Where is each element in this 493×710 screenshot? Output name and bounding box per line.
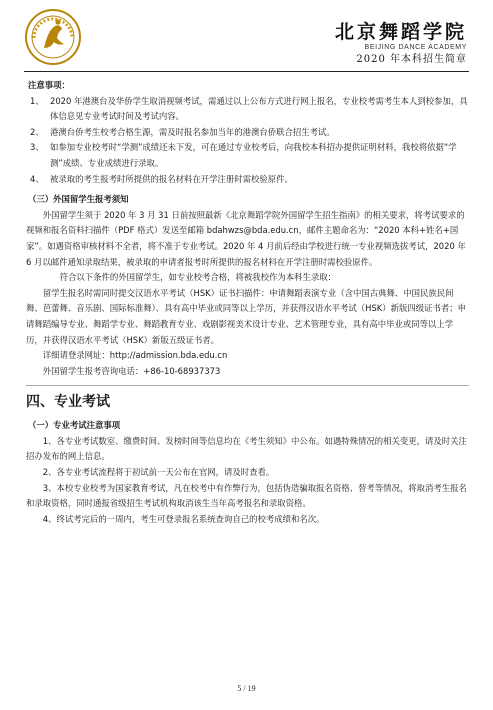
notice-item [26,172,469,188]
brochure-title: 2020 年本科招生简章 [356,54,467,65]
notice-item [26,140,469,171]
header-divider [24,71,469,72]
admission-website-link[interactable]: 详细请登录网址：http://admission.bda.edu.cn [42,350,228,361]
exam-note-paragraph: 4、终试考完后的一周内，考生可登录报名系统查询自己的校考成绩和名次。 [42,513,325,524]
notice-item-text: 被录取的考生报考时所提供的报名材料在开学注册时需校验原件。 [50,173,293,184]
notice-item-number: 1、 [30,95,44,106]
section-divider [26,385,469,386]
notice-item-text: 港澳台侨考生校考合格生源，需及时报名参加当年的港澳台侨联合招生考试。 [50,126,335,137]
notice-item-text: 2020 年港澳台及华侨学生取消视频考试，需通过以上公布方式进行网上报名，专业校考需考生本人到校参加，具体信息见专业考试时间及考试内容。 [50,95,468,122]
foreign-paragraph: 符合以下条件的外国留学生，如专业校考合格，将被我校作为本科生录取： [59,272,336,283]
notice-item-number: 3、 [30,142,44,153]
foreign-students-heading: （三）外国留学生报考须知 [28,194,129,205]
page-body [26,78,469,527]
brand-block [335,22,467,66]
exam-note-paragraph: 1、各专业考试数室、缴费时间、发榜时间等信息均在《考生须知》中公布。如遇特殊情况的相关变更，请及时关注招办发布的网上信息。 [26,435,467,462]
brand-name-cn: 北京舞蹈学院 [334,21,467,43]
exam-note-paragraph: 2、各专业考试流程将于初试前一天公布在官网，请及时查看。 [42,467,275,478]
notice-item-number: 2、 [30,126,44,137]
section-title: 四、专业考试 [26,394,110,411]
foreign-paragraph: 外国留学生须于 2020 年 3 月 31 日前按照最新《北京舞蹈学院外国留学生招生指南》的相关要求，将考试要求的视频和报名资料扫描件（PDF 格式）发送至邮箱 bdahwzs@bda.edu.cn，邮件主题命名为：“2020 本科+姓名+国家”。如遇资格审核材料不全者，将不准于专业考试。2020 年 4 月前后经由学校进行统一专业视频选拔考试，2020 年 6 月以邮件通知录取结果，被录取的申请者报考时所提供的报名材料在开学注册时需校验原件。 [26,209,466,267]
notice-item-number: 4、 [30,173,44,184]
dance-academy-seal-logo [24,8,82,66]
exam-note-paragraph: 3、本校专业校考为国家教育考试，凡在校考中有作弊行为，包括伪造骗取报名资格、替考等情况，将取消考生报名和录取资格，同时通报省级招生考试机构取消该生当年高考报名和录取资格。 [26,482,467,509]
notice-item [26,125,469,141]
foreign-paragraph: 留学生报名时需同时提交汉语水平考试（HSK）证书扫描件：申请舞蹈表演专业（含中国古典舞、中国民族民间舞、芭蕾舞、音乐剧、国际标准舞）、具有高中毕业或同等以上学历，并获得汉语水平考试（HSK）新版四级证书者；申请舞蹈编导专业、舞蹈学专业、舞蹈教育专业、戏剧影视美术设计专业、艺术管理专业，具有高中毕业或同等以上学历，并获得汉语水平考试（HSK）新版五级证书者。 [26,287,467,345]
notice-title: 注意事项： [28,80,70,90]
foreign-contact-phone: 外国留学生报考咨询电话：+86-10-68937373 [42,365,221,376]
notice-item-text: 如参加专业校考时“学测”成绩还未下发，可在通过专业校考后，向我校本科招办提供证明材料，我校将依据“学测”成绩、专业成绩进行录取。 [50,142,457,168]
brand-name-en: BEIJING DANCE ACADEMY [364,44,467,51]
notice-item [26,94,469,125]
page-header [0,0,493,76]
exam-notes-heading: （一）专业考试注意事项 [28,420,121,431]
page-number: 5 / 19 [237,684,256,693]
